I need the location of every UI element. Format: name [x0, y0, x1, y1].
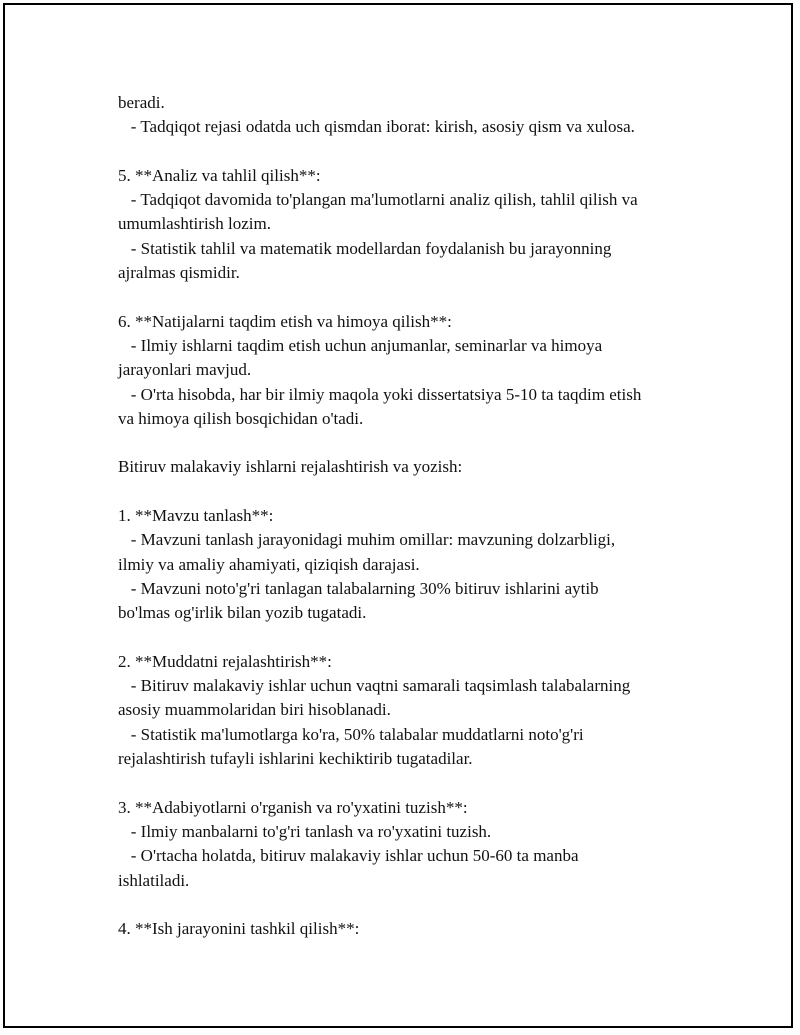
text-line: - Mavzuni tanlash jarayonidagi muhim omillar: mavzuning dolzarbligi,: [118, 530, 616, 550]
blank-line: [118, 285, 718, 309]
text-line: - O'rta hisobda, har bir ilmiy maqola yoki dissertatsiya 5-10 ta taqdim etish: [118, 384, 642, 404]
text-line: rejalashtirish tufayli ishlarini kechiktirib tugatadilar.: [118, 749, 473, 769]
text-line: - Mavzuni noto'g'ri tanlagan talabalarning 30% bitiruv ishlarini aytib: [118, 578, 599, 598]
text-line: - Statistik tahlil va matematik modellardan foydalanish bu jarayonning: [118, 238, 612, 258]
subsection-title: Bitiruv malakaviy ishlarni rejalashtirish va yozish:: [118, 457, 463, 477]
text-line: - O'rtacha holatda, bitiruv malakaviy ishlar uchun 50-60 ta manba: [118, 846, 579, 866]
text-line: - Tadqiqot davomida to'plangan ma'lumotlarni analiz qilish, tahlil qilish va: [118, 190, 638, 210]
blank-line: [118, 431, 718, 455]
blank-line: [118, 893, 718, 917]
text-line: - Bitiruv malakaviy ishlar uchun vaqtni samarali taqsimlash talabalarning: [118, 676, 631, 696]
blank-line: [118, 480, 718, 504]
text-line: - Ilmiy ishlarni taqdim etish uchun anjumanlar, seminarlar va himoya: [118, 335, 603, 355]
text-line: - Statistik ma'lumotlarga ko'ra, 50% talabalar muddatlarni noto'g'ri: [118, 724, 584, 744]
section-heading: 5. **Analiz va tahlil qilish**:: [118, 165, 321, 185]
text-line: umumlashtirish lozim.: [118, 214, 271, 234]
text-line: beradi.: [118, 93, 165, 112]
section-heading: 6. **Natijalarni taqdim etish va himoya qilish**:: [118, 311, 452, 331]
section-heading: 3. **Adabiyotlarni o'rganish va ro'yxatini tuzish**:: [118, 797, 468, 817]
blank-line: [118, 626, 718, 650]
text-line: jarayonlari mavjud.: [118, 360, 252, 380]
section-heading: 1. **Mavzu tanlash**:: [118, 506, 274, 526]
text-line: - Tadqiqot rejasi odatda uch qismdan iborat: kirish, asosiy qism va xulosa.: [118, 117, 635, 137]
document-body: [118, 91, 718, 941]
text-line: ilmiy va amaliy ahamiyati, qiziqish darajasi.: [118, 554, 420, 574]
blank-line: [118, 140, 718, 164]
section-heading: 4. **Ish jarayonini tashkil qilish**:: [118, 919, 360, 939]
text-line: bo'lmas og'irlik bilan yozib tugatadi.: [118, 603, 367, 623]
text-line: ishlatiladi.: [118, 870, 190, 890]
text-line: ajralmas qismidir.: [118, 263, 240, 283]
section-heading: 2. **Muddatni rejalashtirish**:: [118, 651, 332, 671]
blank-line: [118, 771, 718, 795]
text-line: - Ilmiy manbalarni to'g'ri tanlash va ro'yxatini tuzish.: [118, 821, 492, 841]
text-line: asosiy muammolaridan biri hisoblanadi.: [118, 700, 391, 720]
text-line: va himoya qilish bosqichidan o'tadi.: [118, 408, 364, 428]
